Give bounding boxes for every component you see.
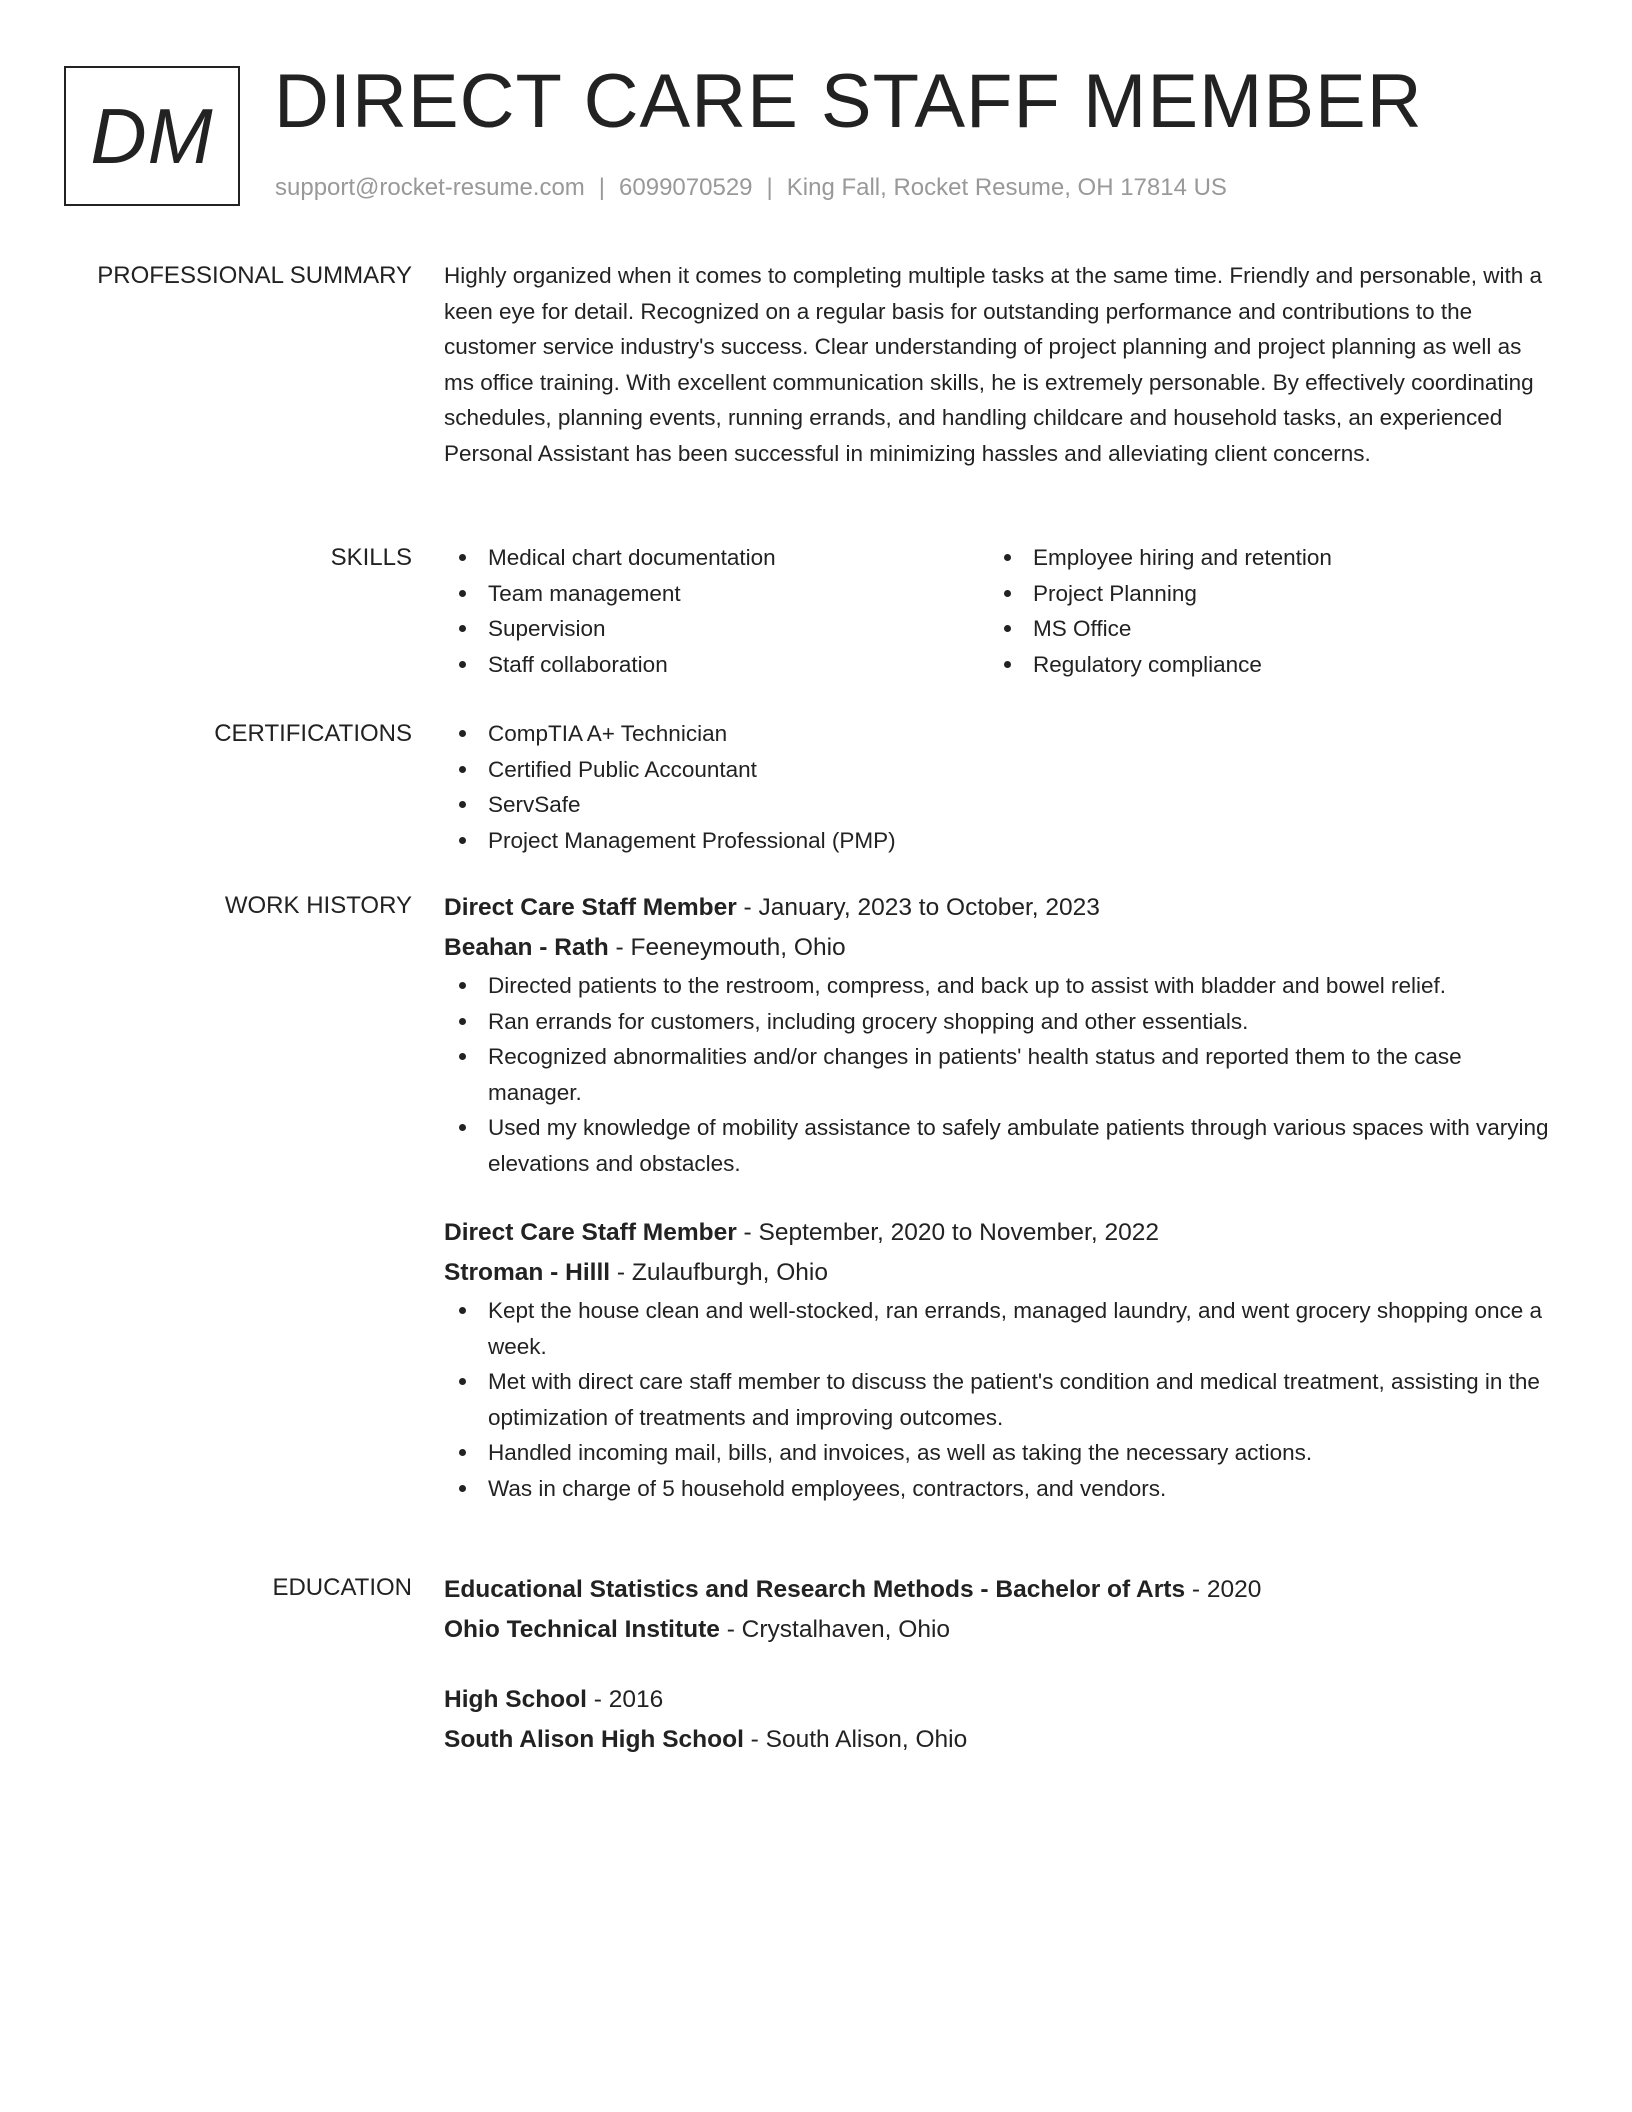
- job-duty: Was in charge of 5 household employees, contractors, and vendors.: [444, 1471, 1556, 1507]
- certifications-heading: CERTIFICATIONS: [214, 720, 412, 747]
- summary-heading: PROFESSIONAL SUMMARY: [97, 262, 412, 289]
- education-heading: EDUCATION: [272, 1574, 412, 1601]
- job-title: Direct Care Staff Member: [444, 894, 737, 921]
- degree: Educational Statistics and Research Methods - Bachelor of Arts: [444, 1576, 1186, 1603]
- skill-item: Medical chart documentation: [444, 540, 989, 576]
- job-duty: Handled incoming mail, bills, and invoices, as well as taking the necessary actions.: [444, 1435, 1556, 1471]
- degree: High School: [444, 1686, 587, 1713]
- certification-item: Certified Public Accountant: [444, 752, 1556, 788]
- contact-separator: |: [598, 174, 606, 201]
- work-history-body: [444, 888, 1556, 1506]
- skills-list-left: [444, 540, 989, 682]
- job-duty: Kept the house clean and well-stocked, ran errands, managed laundry, and went grocery shopping once a week.: [444, 1293, 1556, 1364]
- certification-item: ServSafe: [444, 787, 1556, 823]
- contact-email: support@rocket-resume.com: [275, 174, 585, 201]
- job-duty: Directed patients to the restroom, compress, and back up to assist with bladder and bowel relief.: [444, 968, 1556, 1004]
- job-duties-list: [444, 1293, 1556, 1506]
- job-duty: Met with direct care staff member to discuss the patient's condition and medical treatment, assisting in the optimization of treatments and improving outcomes.: [444, 1364, 1556, 1435]
- certifications-list: [444, 716, 1556, 858]
- skill-item: Employee hiring and retention: [989, 540, 1534, 576]
- skill-item: MS Office: [989, 611, 1534, 647]
- skills-list-right: [989, 540, 1534, 682]
- skills-heading: SKILLS: [330, 544, 412, 571]
- skills-columns: [444, 540, 1556, 682]
- job-entry: [444, 1213, 1556, 1506]
- job-company-line: [444, 1253, 1556, 1293]
- job-dates: - September, 2020 to November, 2022: [736, 1219, 1159, 1246]
- job-duty: Used my knowledge of mobility assistance to safely ambulate patients through various spaces with varying elevations and obstacles.: [444, 1110, 1556, 1181]
- resume-title: DIRECT CARE STAFF MEMBER: [274, 59, 1423, 144]
- school-name: Ohio Technical Institute: [444, 1616, 720, 1643]
- monogram-box: [64, 66, 240, 206]
- certification-item: Project Management Professional (PMP): [444, 823, 1556, 859]
- skill-item: Staff collaboration: [444, 647, 989, 683]
- contact-address: King Fall, Rocket Resume, OH 17814 US: [786, 174, 1227, 201]
- job-company-line: [444, 928, 1556, 968]
- job-location: - Feeneymouth, Ohio: [608, 934, 846, 961]
- monogram-initials: DM: [90, 91, 214, 180]
- job-company: Beahan - Rath: [444, 934, 609, 961]
- job-location: - Zulaufburgh, Ohio: [610, 1259, 828, 1286]
- skill-item: Supervision: [444, 611, 989, 647]
- school-name: South Alison High School: [444, 1726, 744, 1753]
- job-title-line: [444, 888, 1556, 928]
- school-line: [444, 1720, 1556, 1760]
- certification-item: CompTIA A+ Technician: [444, 716, 1556, 752]
- job-duty: Ran errands for customers, including grocery shopping and other essentials.: [444, 1004, 1556, 1040]
- job-dates: - January, 2023 to October, 2023: [736, 894, 1100, 921]
- job-title: Direct Care Staff Member: [444, 1219, 737, 1246]
- job-entry: [444, 888, 1556, 1181]
- job-title-line: [444, 1213, 1556, 1253]
- job-duty: Recognized abnormalities and/or changes in patients' health status and reported them to the case manager.: [444, 1039, 1556, 1110]
- education-entry: [444, 1570, 1556, 1650]
- education-entry: [444, 1680, 1556, 1760]
- degree-line: [444, 1570, 1556, 1610]
- contact-separator: |: [766, 174, 773, 201]
- skill-item: Project Planning: [989, 576, 1534, 612]
- summary-text: Highly organized when it comes to completing multiple tasks at the same time. Friendly and personable, with a keen eye for detail. Recognized on a regular basis for outstanding performance and contributions to the customer service industry's success. Clear understanding of project planning and project planning as well as ms office training. With excellent communication skills, he is extremely personable. By effectively coordinating schedules, planning events, running errands, and handling childcare and household tasks, an experienced Personal Assistant has been successful in minimizing hassles and alleviating client concerns.: [444, 263, 1543, 466]
- graduation-year: - 2016: [586, 1686, 664, 1713]
- contact-line: [275, 174, 1227, 202]
- work-history-heading: WORK HISTORY: [224, 892, 412, 919]
- school-location: - South Alison, Ohio: [743, 1726, 968, 1753]
- school-line: [444, 1610, 1556, 1650]
- skill-item: Team management: [444, 576, 989, 612]
- skill-item: Regulatory compliance: [989, 647, 1534, 683]
- contact-phone: 6099070529: [619, 174, 753, 201]
- degree-line: [444, 1680, 1556, 1720]
- school-location: - Crystalhaven, Ohio: [719, 1616, 951, 1643]
- certifications-body: [444, 716, 1556, 858]
- job-company: Stroman - Hilll: [444, 1259, 611, 1286]
- graduation-year: - 2020: [1185, 1576, 1262, 1603]
- education-body: [444, 1570, 1556, 1760]
- job-duties-list: [444, 968, 1556, 1181]
